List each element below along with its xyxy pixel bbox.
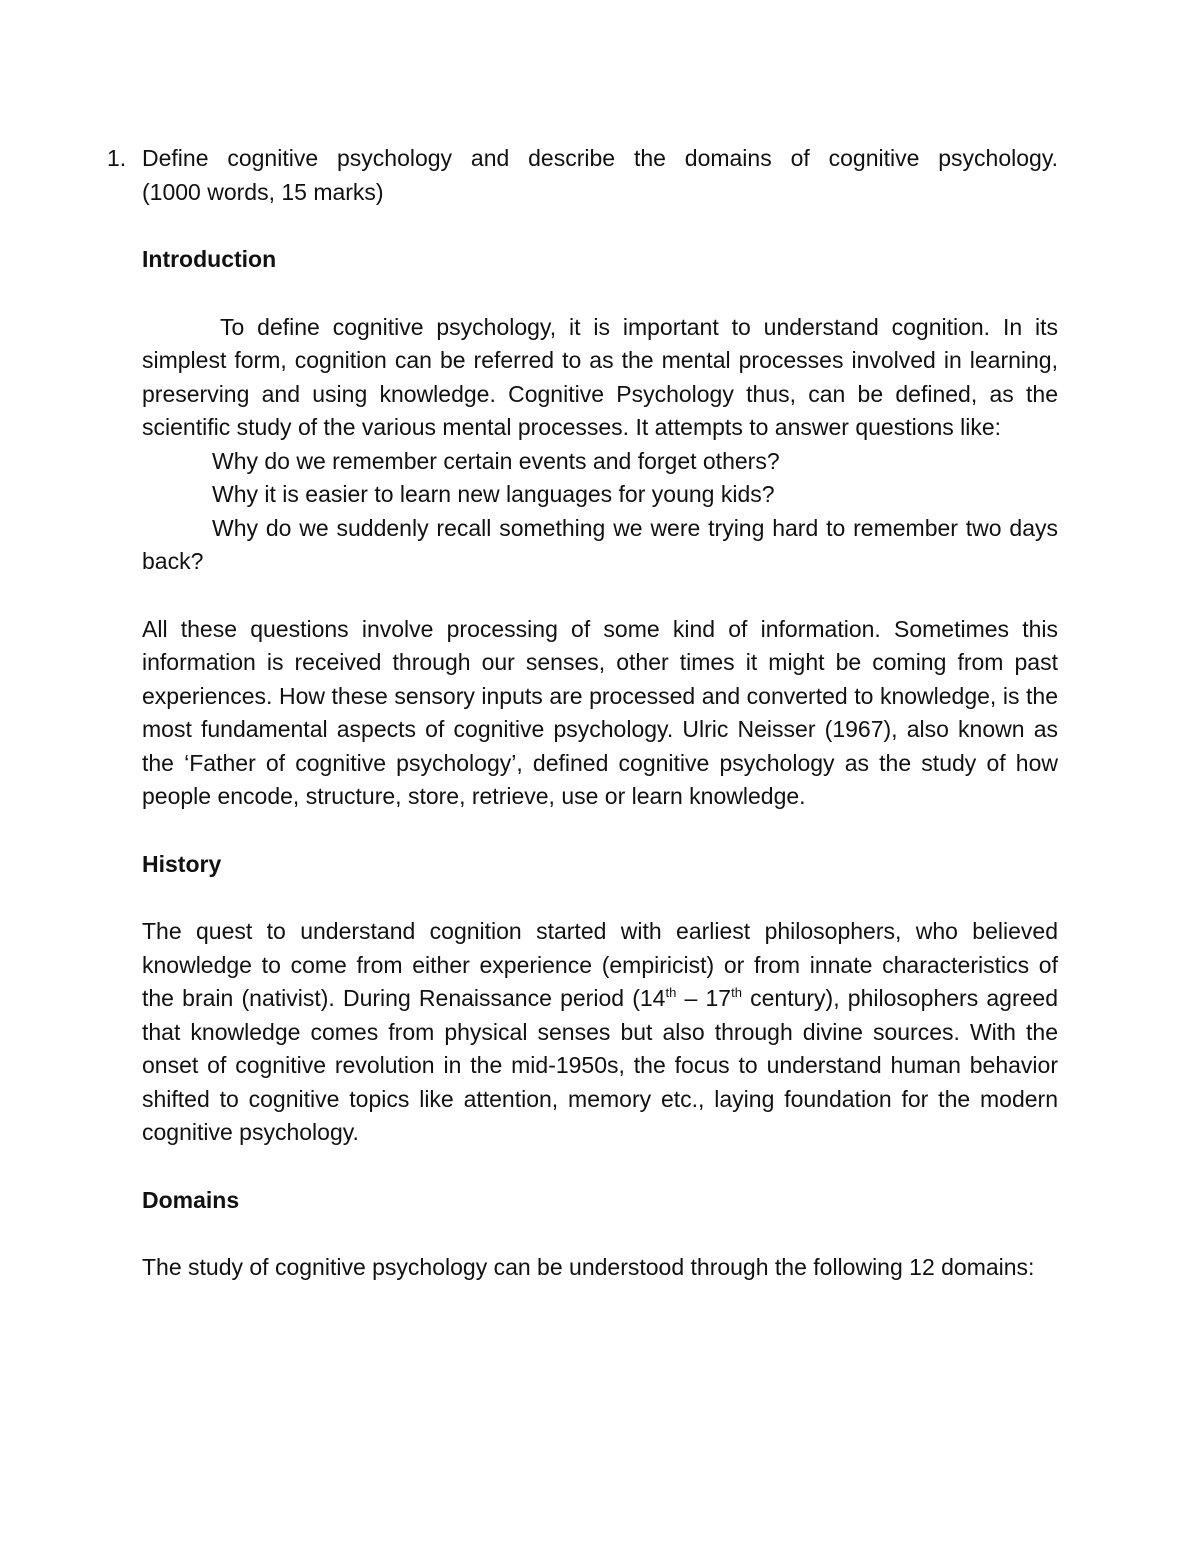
document-body — [107, 142, 1059, 1285]
superscript-th-1: th — [665, 985, 677, 1000]
question-item-1: Why do we remember certain events and forget others? — [212, 447, 780, 474]
introduction-heading: Introduction — [142, 246, 277, 272]
question-text: Define cognitive psychology and describe the domains of cognitive psychology. — [142, 145, 1058, 171]
introduction-paragraph-1: To define cognitive psychology, it is important to understand cognition. In its simplest form, cognition can be referred to as the mental processes involved in learning, preserving and using knowledge. Cognitive Psychology thus, can be defined, as the scientific study of the various mental processes. It attempts to answer questions like: — [142, 313, 1058, 440]
introduction-paragraph-2: All these questions involve processing of some kind of information. Sometimes this information is received through our senses, other times it might be coming from past experiences. How these sensory inputs are processed and converted to knowledge, is the most fundamental aspects of cognitive psychology. Ulric Neisser (1967), also known as the ‘Father of cognitive psychology’, defined cognitive psychology as the study of how people encode, structure, store, retrieve, use or learn knowledge. — [142, 615, 1058, 809]
history-text-part-2: – 17 — [676, 985, 732, 1011]
superscript-th-2: th — [731, 985, 742, 1000]
question-line — [107, 142, 1058, 176]
question-number: 1. — [107, 145, 127, 171]
history-heading: History — [142, 850, 222, 877]
question-marks: (1000 words, 15 marks) — [142, 178, 384, 205]
question-list — [142, 445, 1058, 579]
history-text-part-3: century), philosophers agreed that knowledge comes from physical senses but also through divine sources. With the onset of cognitive revolution in the mid-1950s, the focus to understand human behavior shifted to cognitive topics like attention, memory etc., laying foundation for the modern cognitive psychology. — [142, 985, 1059, 1145]
history-text-part-1: The quest to understand cognition started with earliest philosophers, who believed knowledge to come from either experience (empiricist) or from innate characteristics of the brain (nativist). During Renaissance period (14 — [142, 918, 1058, 1011]
domains-heading: Domains — [142, 1186, 240, 1213]
question-item-3: Why do we suddenly recall something we were trying hard to remember two days back? — [142, 514, 1058, 574]
history-paragraph — [142, 915, 1058, 1150]
question-item-2: Why it is easier to learn new languages for young kids? — [212, 481, 775, 507]
domains-paragraph: The study of cognitive psychology can be understood through the following 12 domains: — [142, 1254, 1035, 1280]
